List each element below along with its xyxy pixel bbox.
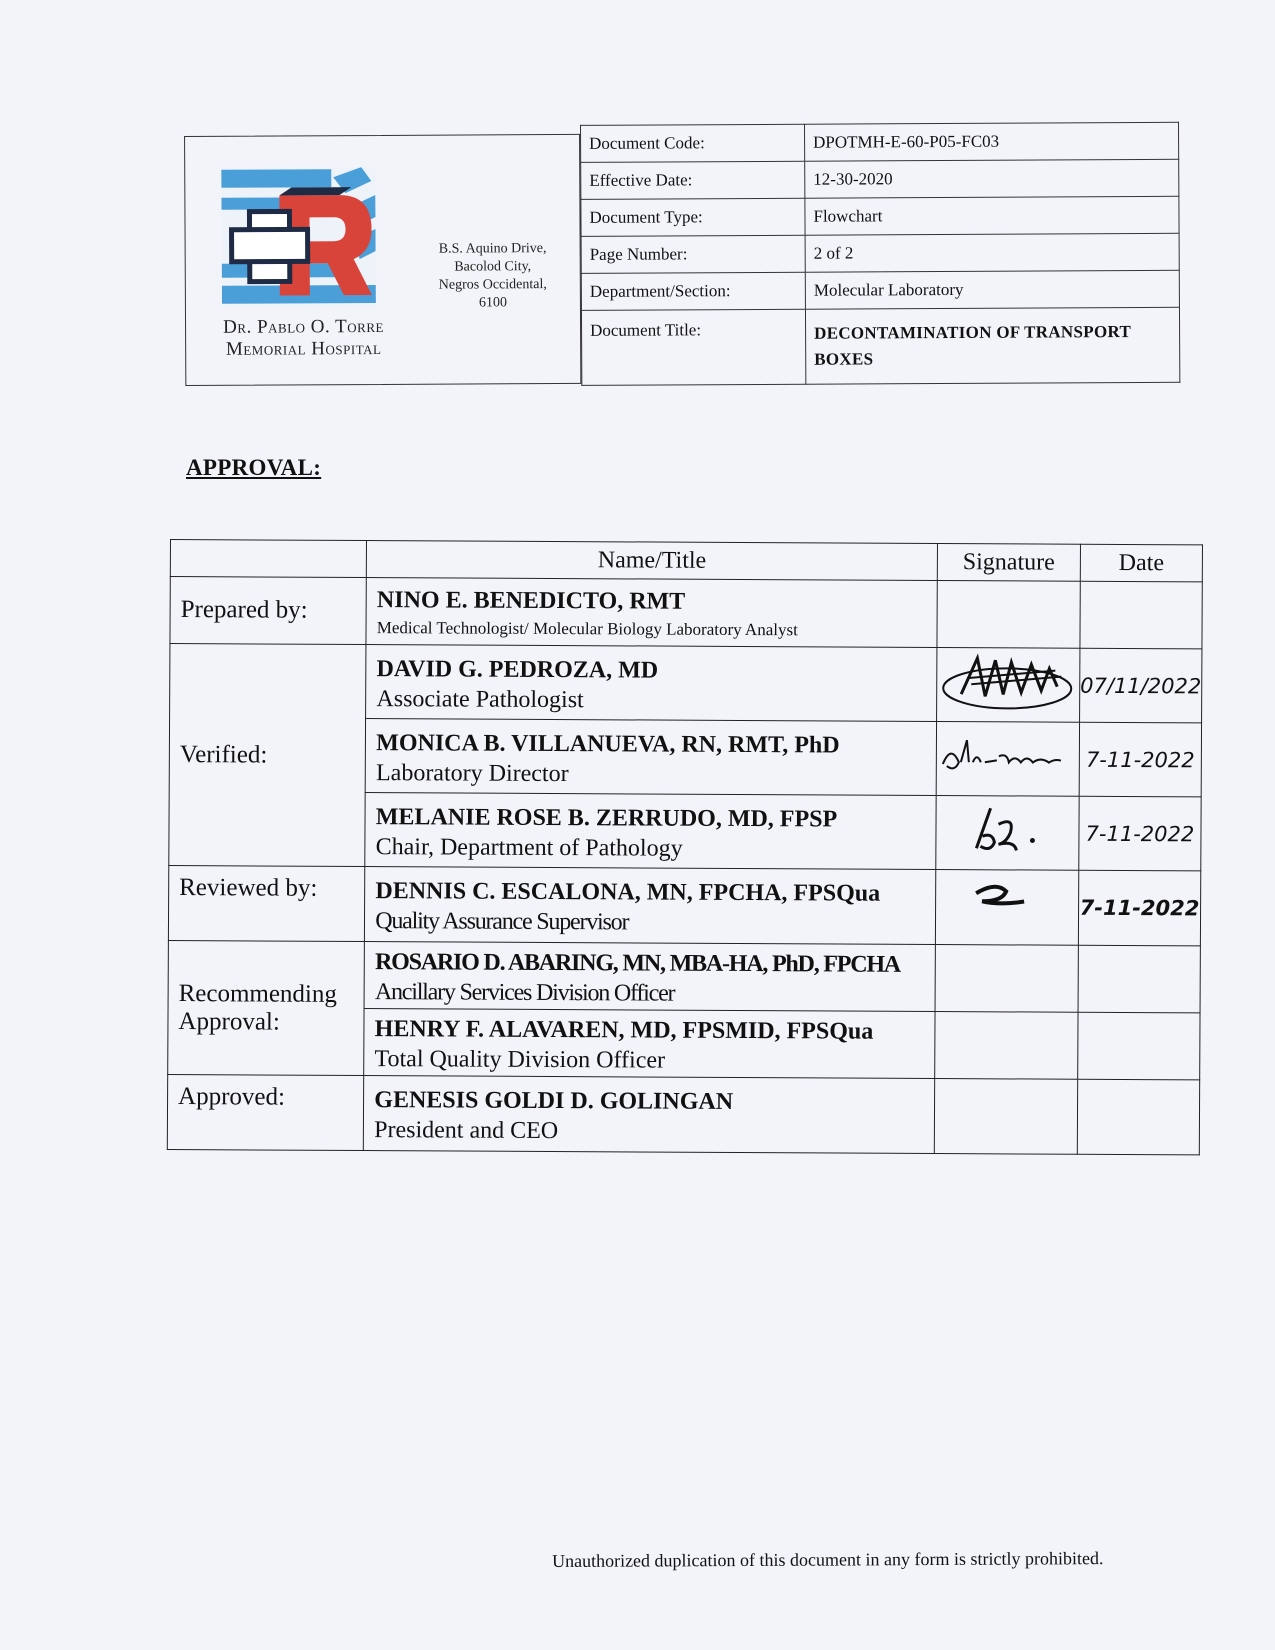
approval-row	[170, 644, 1202, 723]
person-cell	[364, 1009, 935, 1079]
meta-label: Document Code:	[580, 124, 804, 162]
role-label: Approved:	[167, 1074, 364, 1150]
person-title: President and CEO	[374, 1117, 559, 1145]
signature-cell	[935, 945, 1078, 1013]
person-name: ROSARIO D. ABARING, MN, MBA-HA, PhD, FPCHA	[374, 949, 901, 978]
signature-cell	[934, 1079, 1077, 1155]
role-label	[168, 940, 365, 1075]
meta-value: 2 of 2	[805, 233, 1179, 272]
header-blank	[170, 540, 366, 578]
address-line: Bacolod City,	[454, 259, 532, 275]
person-title: Laboratory Director	[375, 759, 569, 787]
approval-table	[167, 539, 1203, 1155]
person-title: Chair, Department of Pathology	[375, 833, 683, 862]
address-line: 6100	[478, 295, 507, 311]
person-title: Quality Assurance Supervisor	[375, 908, 629, 936]
signature-cell	[935, 1012, 1078, 1080]
person-title: Associate Pathologist	[376, 685, 584, 713]
date-cell	[1078, 1012, 1200, 1080]
handwritten-signature	[936, 871, 1078, 938]
document-header	[184, 122, 1185, 387]
person-cell	[365, 867, 936, 945]
person-name: DAVID G. PEDROZA, MD	[376, 655, 659, 684]
meta-value: Molecular Laboratory	[805, 270, 1179, 309]
approval-row	[168, 940, 1200, 1012]
header-date: Date	[1080, 544, 1202, 582]
meta-row	[581, 159, 1179, 199]
person-title: Total Quality Division Officer	[374, 1046, 666, 1074]
person-name: MELANIE ROSE B. ZERRUDO, MD, FPSP	[375, 803, 838, 832]
date-cell	[1077, 1079, 1199, 1155]
address-line: Negros Occidental,	[438, 277, 547, 293]
address-line: B.S. Aquino Drive,	[438, 241, 547, 257]
person-name: MONICA B. VILLANUEVA, RN, RMT, PhD	[376, 729, 840, 759]
approval-row	[168, 865, 1200, 945]
signature-cell	[936, 796, 1079, 871]
hospital-block	[184, 134, 581, 386]
footer-notice: Unauthorized duplication of this document in any form is strictly prohibited.	[552, 1548, 1104, 1571]
meta-row	[580, 122, 1178, 162]
role-label-line: Approval:	[178, 1007, 280, 1036]
approval-row	[167, 1074, 1199, 1154]
meta-label: Department/Section:	[581, 272, 805, 310]
handwritten-signature	[936, 796, 1078, 863]
signature-cell	[936, 722, 1079, 797]
meta-label: Page Number:	[581, 235, 805, 273]
approval-heading: APPROVAL:	[186, 455, 322, 480]
handwritten-signature	[937, 648, 1079, 715]
meta-label: Document Title:	[581, 309, 805, 385]
approval-section	[167, 539, 1203, 1155]
person-title: Medical Technologist/ Molecular Biology Laboratory Analyst	[376, 618, 798, 640]
date-cell	[1078, 945, 1200, 1013]
signature-cell	[937, 581, 1080, 649]
approval-row	[170, 577, 1202, 649]
meta-row	[581, 233, 1179, 273]
approval-header-row	[170, 540, 1202, 582]
meta-label: Document Type:	[581, 198, 805, 236]
person-cell	[364, 1076, 935, 1154]
meta-value: DPOTMH-E-60-P05-FC03	[804, 122, 1178, 161]
hospital-name-line: Dr. Pablo O. Torre	[223, 315, 384, 338]
date-cell: 7-11-2022	[1079, 722, 1201, 797]
document-title: DECONTAMINATION OF TRANSPORT BOXES	[805, 307, 1179, 384]
role-label: Verified:	[169, 644, 366, 867]
hospital-name-line: Memorial Hospital	[225, 337, 382, 360]
person-cell	[364, 942, 935, 1012]
person-cell	[365, 719, 936, 796]
meta-row	[581, 196, 1179, 236]
meta-row	[581, 307, 1179, 385]
role-label-line: Recommending	[178, 979, 338, 1008]
meta-value: Flowchart	[805, 196, 1179, 235]
person-title: Ancillary Services Division Officer	[374, 979, 675, 1007]
signature-cell	[935, 870, 1078, 946]
date-cell: 7-11-2022	[1079, 796, 1201, 871]
date-cell: 07/11/2022	[1079, 648, 1201, 723]
header-signature: Signature	[937, 544, 1080, 582]
person-name: HENRY F. ALAVAREN, MD, FPSMID, FPSQua	[374, 1016, 874, 1045]
person-name: GENESIS GOLDI D. GOLINGAN	[374, 1087, 734, 1115]
person-name: NINO E. BENEDICTO, RMT	[376, 587, 686, 615]
person-cell	[366, 645, 937, 722]
date-cell: 7-11-2022	[1078, 870, 1200, 946]
document-meta-table	[580, 122, 1180, 386]
signature-cell	[936, 648, 1079, 723]
person-cell	[366, 578, 937, 648]
role-label: Reviewed by:	[168, 865, 365, 941]
person-cell	[365, 793, 936, 870]
date-cell	[1080, 581, 1202, 649]
role-label: Prepared by:	[170, 577, 367, 645]
hospital-logo	[221, 167, 376, 318]
meta-row	[581, 270, 1179, 310]
person-name: DENNIS C. ESCALONA, MN, FPCHA, FPSQua	[375, 878, 881, 907]
header-name-title: Name/Title	[367, 541, 938, 581]
hospital-address	[418, 240, 568, 313]
handwritten-signature	[937, 722, 1079, 789]
meta-label: Effective Date:	[581, 161, 805, 199]
meta-value: 12-30-2020	[805, 159, 1179, 198]
hospital-name	[196, 316, 411, 361]
